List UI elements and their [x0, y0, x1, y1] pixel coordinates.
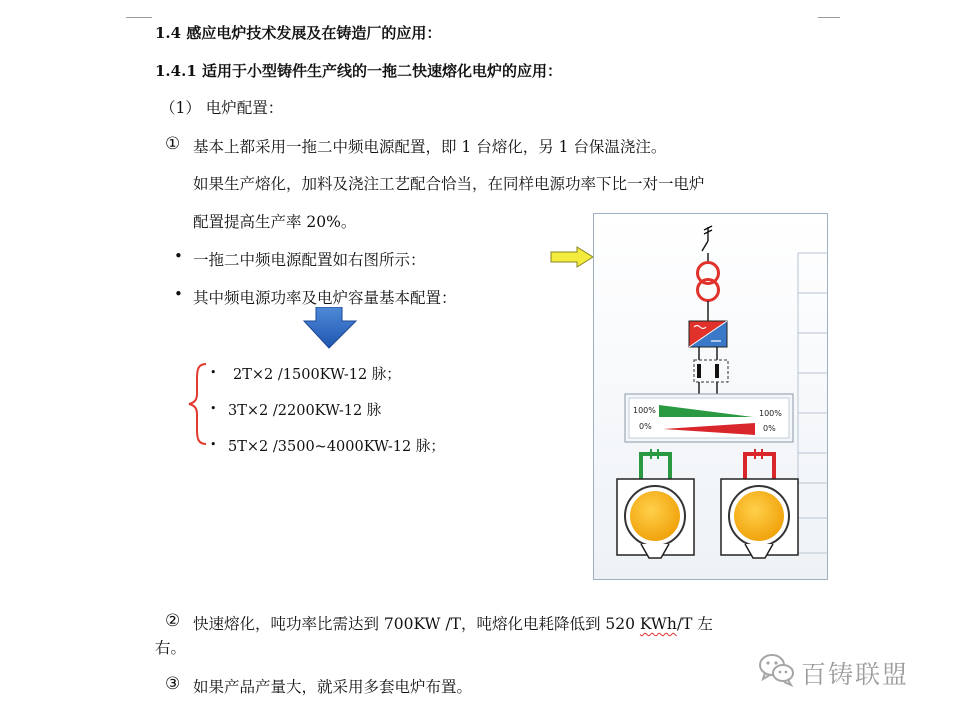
point-2-marker: ② [165, 611, 181, 631]
point-2-text-b: /T 左 [676, 615, 713, 633]
schematic-label-0-left: 0% [639, 422, 652, 431]
point-2-line-1 [193, 612, 713, 634]
config-dot-3: • [210, 438, 217, 451]
bullet-dot-2: • [174, 285, 183, 303]
point-1-marker: ① [165, 134, 181, 154]
heading-section-1-4-1: 1.4.1 适用于小型铸件生产线的一拖二快速熔化电炉的应用： [155, 62, 562, 80]
watermark-text: 百铸联盟 [801, 660, 910, 689]
point-1-line-2: 如果生产熔化，加料及浇注工艺配合恰当，在同样电源功率下比一对一电炉 [193, 175, 705, 193]
point-3-marker: ③ [165, 674, 181, 694]
point-1-line-1: 基本上都采用一拖二中频电源配置，即 1 台熔化，另 1 台保温浇注。 [193, 138, 667, 156]
config-item-2: 3T×2 /2200KW-12 脉 [228, 403, 382, 419]
bullet-power-capacity: 其中频电源功率及电炉容量基本配置： [193, 289, 457, 307]
down-arrow-icon [302, 307, 358, 349]
config-dot-2: • [210, 402, 217, 415]
section-label-furnace-config: （1） 电炉配置： [160, 99, 284, 117]
bullet-diagram-reference: 一拖二中频电源配置如右图所示： [193, 251, 426, 269]
config-dot-1: • [210, 366, 217, 379]
schematic-label-100-right: 100% [759, 409, 782, 418]
point-3-text: 如果产品产量大，就采用多套电炉布置。 [193, 678, 473, 696]
point-1-line-3: 配置提高生产率 20%。 [193, 213, 357, 231]
schematic-label-100-left: 100% [633, 406, 656, 415]
point-2-unit-kwh: KWh [639, 615, 677, 633]
schematic-label-0-right: 0% [763, 424, 776, 433]
point-2-text-a: 快速熔化，吨功率比需达到 700KW /T，吨熔化电耗降低到 520 [193, 615, 640, 633]
red-brace-icon [186, 362, 210, 446]
heading-section-1-4: 1.4 感应电炉技术发展及在铸造厂的应用： [155, 24, 442, 42]
page-corner-mark-right [818, 17, 840, 18]
right-arrow-icon [550, 246, 594, 268]
point-2-line-2: 右。 [155, 639, 187, 657]
power-supply-schematic [593, 213, 828, 580]
bullet-dot-1: • [174, 247, 183, 265]
wechat-icon [757, 651, 797, 687]
config-item-1: 2T×2 /1500KW-12 脉； [233, 367, 401, 383]
config-item-3: 5T×2 /3500~4000KW-12 脉； [228, 439, 445, 455]
page-corner-mark-left [126, 17, 152, 18]
